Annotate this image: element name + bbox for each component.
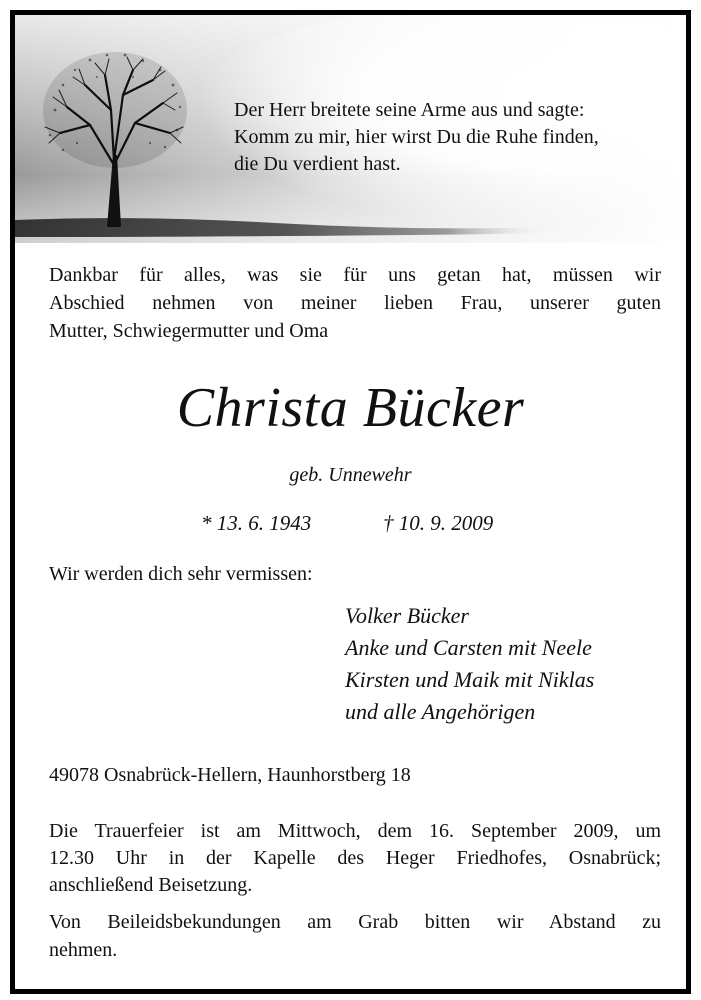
funeral-service-info xyxy=(49,818,661,899)
birth-date: * 13. 6. 1943 xyxy=(201,511,312,535)
family-member: und alle Angehörigen xyxy=(345,699,536,724)
bible-quote xyxy=(234,97,599,178)
service-line: 12.30 Uhr in der Kapelle des Heger Friedhofes, Osnabrück; xyxy=(49,847,661,869)
intro-paragraph xyxy=(49,261,661,345)
quote-line: die Du verdient hast. xyxy=(234,153,401,175)
family-member: Volker Bücker xyxy=(345,603,469,628)
condolence-line: nehmen. xyxy=(49,939,118,961)
service-line: Die Trauerfeier ist am Mittwoch, dem 16. September 2009, um xyxy=(49,820,661,842)
family-member: Anke und Carsten mit Neele xyxy=(345,635,592,660)
condolence-line: Von Beileidsbekundungen am Grab bitten wir Abstand zu xyxy=(49,911,661,933)
header-image xyxy=(15,15,686,243)
condolence-note xyxy=(49,908,661,964)
quote-line: Der Herr breitete seine Arme aus und sagte: xyxy=(234,99,585,121)
birth-name: geb. Unnewehr xyxy=(289,464,412,486)
deceased-name: Christa Bücker xyxy=(176,377,525,439)
miss-text: Wir werden dich sehr vermissen: xyxy=(49,563,313,585)
death-date: † 10. 9. 2009 xyxy=(383,511,494,535)
intro-line: Mutter, Schwiegermutter und Oma xyxy=(49,320,329,342)
intro-line: Abschied nehmen von meiner lieben Frau, unserer guten xyxy=(49,292,661,314)
family-member: Kirsten und Maik mit Niklas xyxy=(345,667,595,692)
quote-line: Komm zu mir, hier wirst Du die Ruhe finden, xyxy=(234,126,599,148)
family-list xyxy=(345,600,594,728)
obituary-frame xyxy=(10,10,691,994)
service-line: anschließend Beisetzung. xyxy=(49,874,253,896)
intro-line: Dankbar für alles, was sie für uns getan hat, müssen wir xyxy=(49,264,661,286)
address: 49078 Osnabrück-Hellern, Haunhorstberg 18 xyxy=(49,764,411,786)
